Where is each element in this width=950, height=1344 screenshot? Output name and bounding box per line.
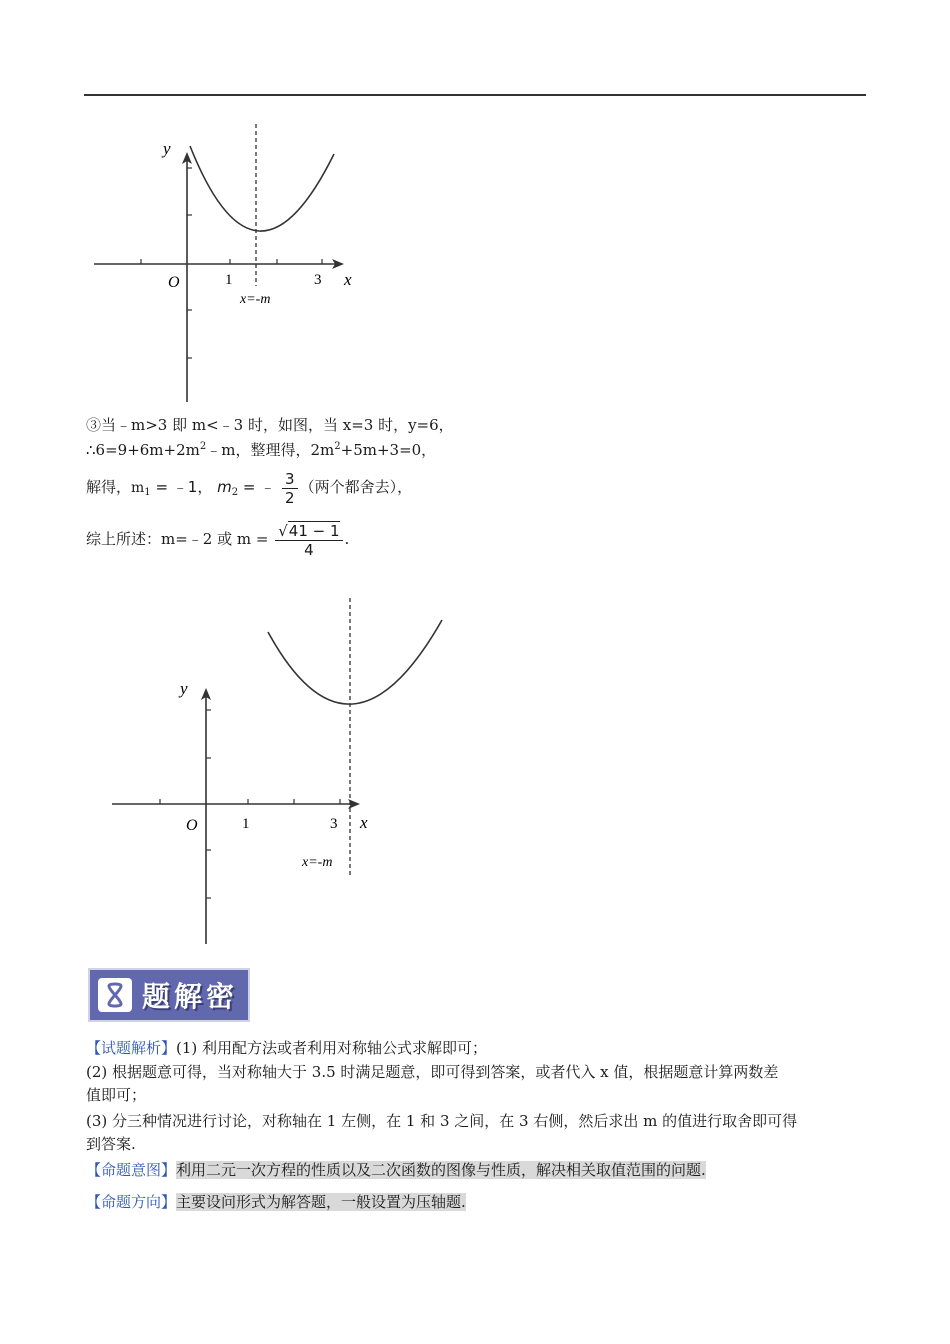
analysis-p1: 【试题解析】(1) 利用配方法或者利用对称轴公式求解即可； xyxy=(86,1039,488,1057)
analysis-p2a: (2) 根据题意可得，当对称轴大于 3.5 时满足题意，即可得到答案，或者代入 x 值，根据题意计算两数差 xyxy=(86,1063,779,1081)
origin-label: O xyxy=(168,274,180,291)
header-rule xyxy=(84,94,866,96)
analysis-p3a: (3) 分三种情况进行讨论，对称轴在 1 左侧，在 1 和 3 之间，在 3 右侧，然后求出 m 的值进行取舍即可得 xyxy=(86,1112,798,1130)
summary-line: 综上所述：m=﹣2 或 m = $\frac{√41 - 1}{4}$ . xyxy=(86,521,350,559)
parabola-graph-2 xyxy=(108,592,458,952)
analysis-p2b: 值即可； xyxy=(86,1086,147,1104)
x-label: x xyxy=(344,270,352,289)
tick-label-3: 3 xyxy=(330,816,338,832)
analysis-p3b: 到答案. xyxy=(86,1135,136,1153)
parabola-curve xyxy=(268,620,442,704)
case3-line: ③当﹣m>3 即 m<﹣3 时，如图，当 x=3 时，y=6， xyxy=(86,416,454,434)
direction-tag: 【命题方向】 xyxy=(86,1193,177,1211)
answer-banner xyxy=(88,968,250,1022)
equation-line: $\therefore 6=9+6m+2m^2﹣m$，整理得，$2m^2+5m+3=0$， xyxy=(86,441,437,459)
parabola-graph-1 xyxy=(90,120,370,410)
intent-line: 【命题意图】利用二元一次方程的性质以及二次函数的图像与性质，解决相关取值范围的问题. xyxy=(86,1161,706,1179)
infinity-icon xyxy=(98,978,132,1012)
solution-line: 解得，$m_1$ = ﹣1， $m_2$ = ﹣ $\frac{3}{2}$ （两个都舍去）， xyxy=(86,469,413,507)
y-label: y xyxy=(163,139,171,158)
x-label: x xyxy=(360,813,368,832)
analysis-tag: 【试题解析】 xyxy=(86,1039,177,1057)
origin-label: O xyxy=(186,817,198,834)
tick-label-1: 1 xyxy=(242,816,250,832)
tick-label-1: 1 xyxy=(225,272,233,288)
y-label: y xyxy=(180,679,188,698)
symmetry-axis-label: x=-m xyxy=(240,292,271,307)
intent-tag: 【命题意图】 xyxy=(86,1161,177,1179)
direction-line: 【命题方向】主要设问形式为解答题，一般设置为压轴题. xyxy=(86,1193,466,1211)
tick-label-3: 3 xyxy=(314,272,322,288)
symmetry-axis-label: x=-m xyxy=(302,855,333,870)
banner-title: 题解密 xyxy=(142,980,239,1013)
parabola-curve xyxy=(190,146,334,231)
